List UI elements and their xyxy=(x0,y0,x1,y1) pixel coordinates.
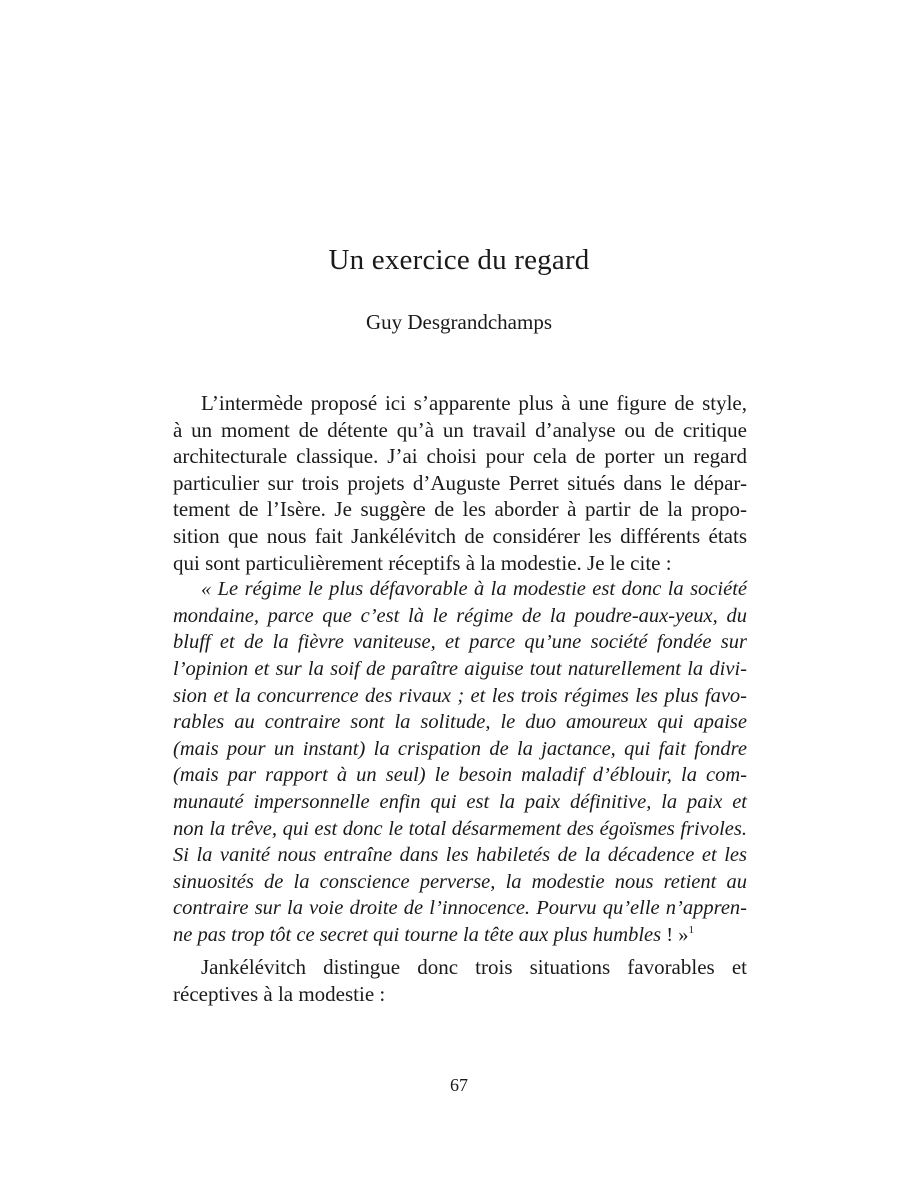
text-line: Jankélévitch distingue donc trois situations favorables et xyxy=(201,955,747,980)
quote-line: sinuosités de la conscience perverse, la modestie nous retient au xyxy=(173,870,747,893)
text-line: architecturale classique. J’ai choisi pour cela de porter un regard xyxy=(173,444,747,469)
paragraph-followup xyxy=(173,954,747,1007)
chapter-title: Un exercice du regard xyxy=(328,244,590,276)
quote-last-line xyxy=(173,922,747,949)
quote-line: « Le régime le plus défavorable à la modestie est donc la société xyxy=(201,578,747,601)
text-line: à un moment de détente qu’à un travail d’analyse ou de critique xyxy=(173,417,747,442)
quote-line: ne pas trop tôt ce secret qui tourne la tête aux plus humbles xyxy=(173,923,662,946)
quote-line: (mais pour un instant) la crispation de la jactance, qui fait fondre xyxy=(173,737,747,760)
text-line: qui sont particulièrement réceptifs à la modestie. Je le cite : xyxy=(173,550,672,575)
quote-line: non la trêve, qui est donc le total désarmement des égoïsmes frivoles. xyxy=(173,817,747,840)
quote-line: contraire sur la voie droite de l’innocence. Pourvu qu’elle n’appren- xyxy=(173,897,747,920)
quote-line: l’opinion et sur la soif de paraître aiguise tout naturellement la divi- xyxy=(173,657,747,680)
paragraph-intro xyxy=(173,390,747,576)
footnote-reference: 1 xyxy=(688,923,694,936)
quote-line: mondaine, parce que c’est là le régime de la poudre-aux-yeux, du xyxy=(173,604,747,627)
page-number: 67 xyxy=(450,1075,468,1095)
quote-line: munauté impersonnelle enfin qui est la paix définitive, la paix et xyxy=(173,790,747,813)
author-name: Guy Desgrandchamps xyxy=(365,310,553,334)
text-line: L’intermède proposé ici s’apparente plus à une figure de style, xyxy=(201,391,747,415)
quote-line: (mais par rapport à un seul) le besoin maladif d’éblouir, la com- xyxy=(173,764,747,787)
quote-line: sion et la concurrence des rivaux ; et les trois régimes les plus favo- xyxy=(173,684,747,707)
text-line: réceptives à la modestie : xyxy=(173,982,386,1007)
text-line: sition que nous fait Jankélévitch de considérer les différents états xyxy=(173,523,747,548)
quote-line: rables au contraire sont la solitude, le duo amoureux qui apaise xyxy=(173,711,747,734)
quote-line: Si la vanité nous entraîne dans les habiletés de la décadence et les xyxy=(173,844,747,867)
text-line: particulier sur trois projets d’Auguste Perret situés dans le dépar- xyxy=(173,470,747,495)
block-quote xyxy=(173,576,747,948)
quote-closing: ! » xyxy=(666,923,689,946)
body-text xyxy=(173,390,747,1008)
quote-line: bluff et de la fièvre vaniteuse, et parce qu’une société fondée sur xyxy=(173,631,747,654)
text-line: tement de l’Isère. Je suggère de les aborder à partir de la propo- xyxy=(173,497,747,522)
